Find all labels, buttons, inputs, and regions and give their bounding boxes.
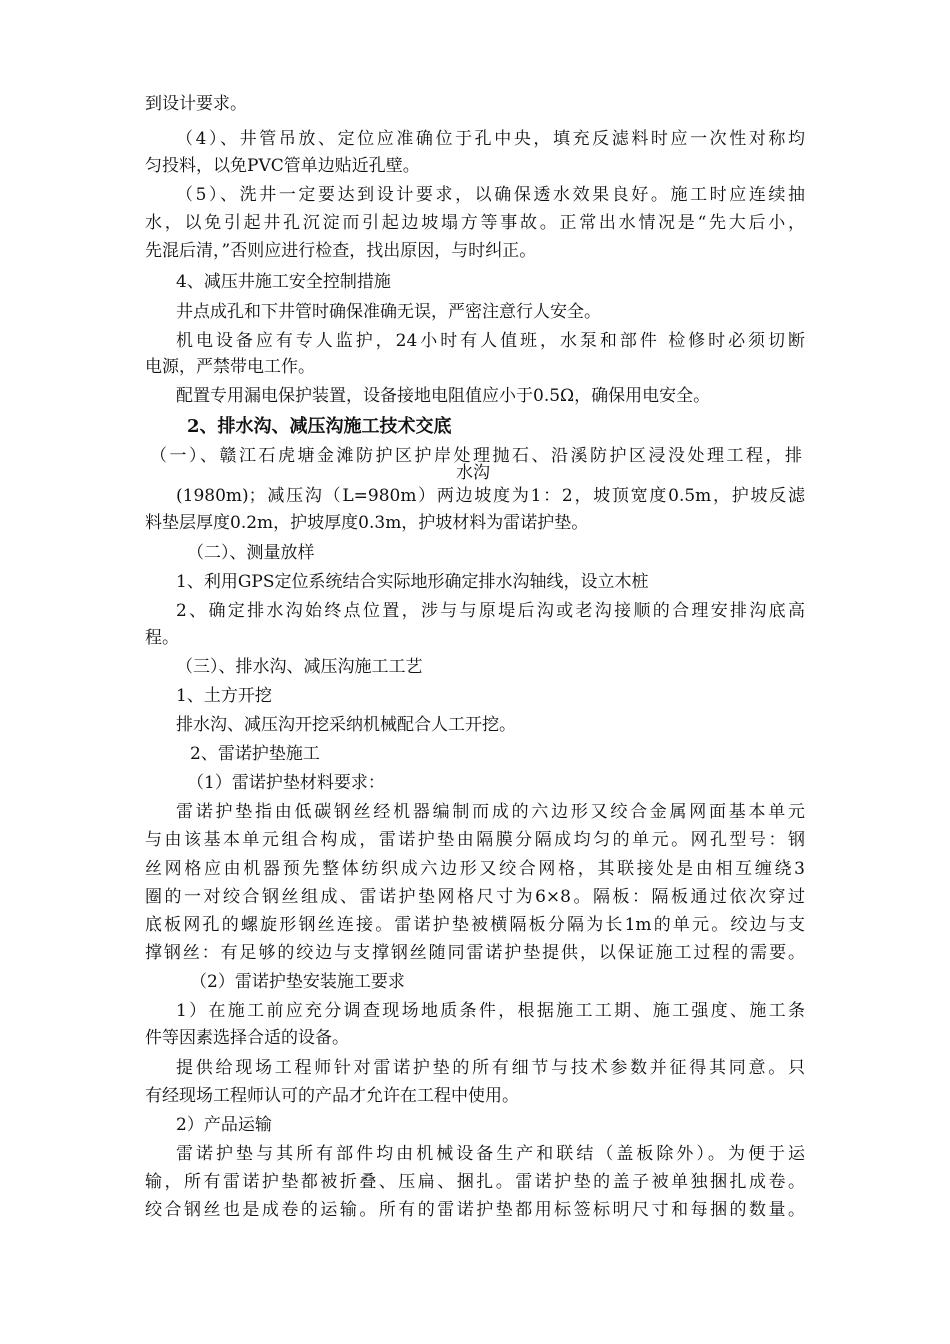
section-heading: （三）、排水沟、减压沟施工工艺 <box>176 657 423 677</box>
text-line: 2、雷诺护垫施工 <box>190 744 320 764</box>
text-line: 1）在施工前应充分调查现场地质条件，根据施工工期、施工强度、施工条 <box>176 1001 805 1021</box>
text-line: 机电设备应有专人监护，24小时有人值班，水泵和部件 检修时必须切断 <box>176 331 805 351</box>
text-line: 配置专用漏电保护装置，设备接地电阻值应小于0.5Ω，确保用电安全。 <box>176 386 711 406</box>
text-line: （1）雷诺护垫材料要求： <box>187 773 385 793</box>
text-line: 排水沟、减压沟开挖采纳机械配合人工开挖。 <box>176 715 516 735</box>
text-line: 撑钢丝：有足够的绞边与支撑钢丝随同雷诺护垫提供，以保证施工过程的需要。 <box>145 943 805 963</box>
text-line: （4）、井管吊放、定位应准确位于孔中央，填充反滤料时应一次性对称均 <box>176 129 805 149</box>
text-line: 雷诺护垫指由低碳钢丝经机器编制而成的六边形又绞合金属网面基本单元 <box>176 802 805 822</box>
text-line: (1980m)；减压沟（L=980m）两边坡度为1：2，坡顶宽度0.5m，护坡反滤 <box>176 486 805 506</box>
text-line: （2）雷诺护垫安装施工要求 <box>190 972 405 992</box>
text-line: 2、确定排水沟始终点位置，涉与与原堤后沟或老沟接顺的合理安排沟底高 <box>176 601 805 621</box>
text-line: 提供给现场工程师针对雷诺护垫的所有细节与技术参数并征得其同意。只 <box>176 1058 805 1078</box>
text-line: 底板网孔的螺旋形钢丝连接。雷诺护垫被横隔板分隔为长1m的单元。绞边与支 <box>145 915 805 935</box>
text-line: 1、土方开挖 <box>176 686 272 706</box>
text-line: 与由该基本单元组合构成，雷诺护垫由隔膜分隔成均匀的单元。网孔型号：钢 <box>145 830 805 850</box>
text-line: 雷诺护垫与其所有部件均由机械设备生产和联结（盖板除外）。为便于运 <box>176 1144 805 1164</box>
text-line: 程。 <box>145 628 179 648</box>
text-line: 件等因素选择合适的设备。 <box>145 1028 349 1048</box>
text-line: 2）产品运输 <box>176 1115 272 1135</box>
text-line: （5）、洗井一定要达到设计要求，以确保透水效果良好。施工时应连续抽 <box>176 185 805 205</box>
text-line: （一）、赣江石虎塘金滩防护区护岸处理抛石、沿溪防护区浸没处理工程，排 <box>150 446 802 466</box>
text-line: 有经现场工程师认可的产品才允许在工程中使用。 <box>145 1086 519 1106</box>
text-line: 到设计要求。 <box>145 94 247 114</box>
text-line: 电源，严禁带电工作。 <box>145 357 315 377</box>
text-line: 井点成孔和下井管时确保准确无误，严密注意行人安全。 <box>176 302 601 322</box>
text-line: 输，所有雷诺护垫都被折叠、压扁、捆扎。雷诺护垫的盖子被单独捆扎成卷。 <box>145 1172 805 1192</box>
text-line: 水，以免引起井孔沉淀而引起边坡塌方等事故。正常出水情况是“先大后小， <box>145 213 805 233</box>
text-line: 圈的一对绞合钢丝组成、雷诺护垫网格尺寸为6×8。隔板：隔板通过依次穿过 <box>145 887 805 907</box>
text-line: 料垫层厚度0.2m，护坡厚度0.3m，护坡材料为雷诺护垫。 <box>145 513 589 533</box>
text-line: 1、利用GPS定位系统结合实际地形确定排水沟轴线，设立木桩 <box>176 572 649 592</box>
text-line: 绞合钢丝也是成卷的运输。所有的雷诺护垫都用标签标明尺寸和每捆的数量。 <box>145 1200 805 1220</box>
section-heading: 2、排水沟、减压沟施工技术交底 <box>187 416 452 437</box>
text-line: 水沟 <box>456 463 490 483</box>
section-heading: 4、减压井施工安全控制措施 <box>176 272 391 292</box>
text-line: 先混后清，”否则应进行检查，找出原因，与时纠正。 <box>145 241 537 261</box>
text-line: 丝网格应由机器预先整体纺织成六边形又绞合网格，其联接处是由相互缠绕3 <box>145 859 805 879</box>
section-heading: （二）、测量放样 <box>187 543 315 563</box>
text-line: 匀投料，以免PVC管单边贴近孔壁。 <box>145 156 420 176</box>
